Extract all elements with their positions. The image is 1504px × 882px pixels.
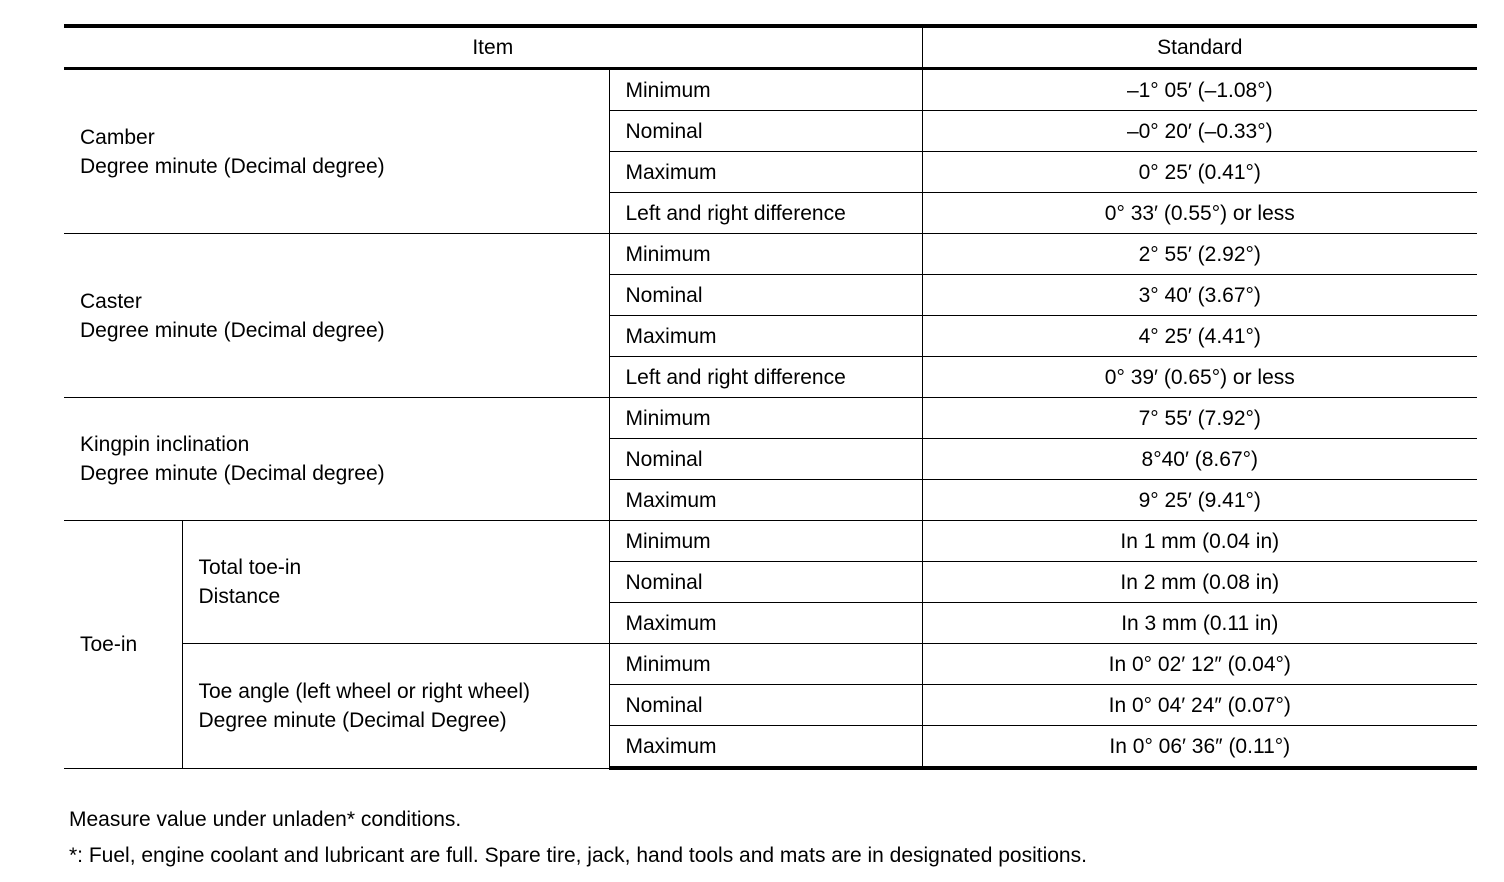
note-fuel-footnote: *: Fuel, engine coolant and lubricant are full. Spare tire, jack, hand tools and mats are in designated positions. [69, 844, 1087, 867]
camber-label [64, 69, 609, 234]
kingpin-label-line1: Kingpin inclination [80, 433, 250, 456]
condition-cell: Nominal [609, 562, 922, 603]
total-toe-in-label-line2: Distance [198, 585, 281, 608]
table-header-row [64, 26, 1477, 69]
condition-cell: Nominal [609, 685, 922, 726]
standard-cell: In 1 mm (0.04 in) [922, 521, 1477, 562]
standard-cell: 3° 40′ (3.67°) [922, 275, 1477, 316]
standard-cell: 8°40′ (8.67°) [922, 439, 1477, 480]
standard-cell: 4° 25′ (4.41°) [922, 316, 1477, 357]
wheel-alignment-spec-table [64, 24, 1477, 770]
standard-cell: In 0° 06′ 36″ (0.11°) [922, 726, 1477, 769]
condition-cell: Minimum [609, 234, 922, 275]
condition-cell: Left and right difference [609, 193, 922, 234]
condition-cell: Maximum [609, 603, 922, 644]
standard-cell: –0° 20′ (–0.33°) [922, 111, 1477, 152]
toe-angle-label-line1: Toe angle (left wheel or right wheel) [198, 679, 531, 703]
condition-cell: Maximum [609, 152, 922, 193]
caster-label-line1: Caster [80, 289, 142, 313]
table-row [64, 644, 1477, 685]
note-unladen: Measure value under unladen* conditions. [69, 808, 462, 831]
condition-cell: Maximum [609, 316, 922, 357]
table-row [64, 521, 1477, 562]
standard-cell: 2° 55′ (2.92°) [922, 234, 1477, 275]
condition-cell: Nominal [609, 275, 922, 316]
toe-angle-label-line2: Degree minute (Decimal Degree) [198, 708, 507, 732]
kingpin-label-line2: Degree minute (Decimal degree) [80, 462, 385, 485]
standard-cell: 0° 33′ (0.55°) or less [922, 193, 1477, 234]
camber-label-line1: Camber [80, 125, 155, 149]
toe-in-label: Toe-in [64, 521, 182, 769]
condition-cell: Minimum [609, 644, 922, 685]
header-item: Item [64, 26, 922, 69]
total-toe-in-label-line1: Total toe-in [198, 556, 302, 579]
standard-cell: In 0° 04′ 24″ (0.07°) [922, 685, 1477, 726]
camber-label-line2: Degree minute (Decimal degree) [80, 154, 385, 178]
condition-cell: Minimum [609, 69, 922, 111]
standard-cell: In 2 mm (0.08 in) [922, 562, 1477, 603]
condition-cell: Left and right difference [609, 357, 922, 398]
condition-cell: Nominal [609, 439, 922, 480]
standard-cell: 7° 55′ (7.92°) [922, 398, 1477, 439]
caster-label [64, 234, 609, 398]
condition-cell: Maximum [609, 480, 922, 521]
table-row [64, 69, 1477, 111]
standard-cell: 0° 39′ (0.65°) or less [922, 357, 1477, 398]
kingpin-label [64, 398, 609, 521]
condition-cell: Minimum [609, 398, 922, 439]
table-row [64, 398, 1477, 439]
caster-label-line2: Degree minute (Decimal degree) [80, 318, 385, 342]
header-standard: Standard [922, 26, 1477, 69]
total-toe-in-label [182, 521, 609, 644]
standard-cell: –1° 05′ (–1.08°) [922, 69, 1477, 111]
condition-cell: Minimum [609, 521, 922, 562]
toe-angle-label [182, 644, 609, 769]
standard-cell: 9° 25′ (9.41°) [922, 480, 1477, 521]
condition-cell: Maximum [609, 726, 922, 769]
standard-cell: 0° 25′ (0.41°) [922, 152, 1477, 193]
table-row [64, 234, 1477, 275]
standard-cell: In 0° 02′ 12″ (0.04°) [922, 644, 1477, 685]
standard-cell: In 3 mm (0.11 in) [922, 603, 1477, 644]
condition-cell: Nominal [609, 111, 922, 152]
